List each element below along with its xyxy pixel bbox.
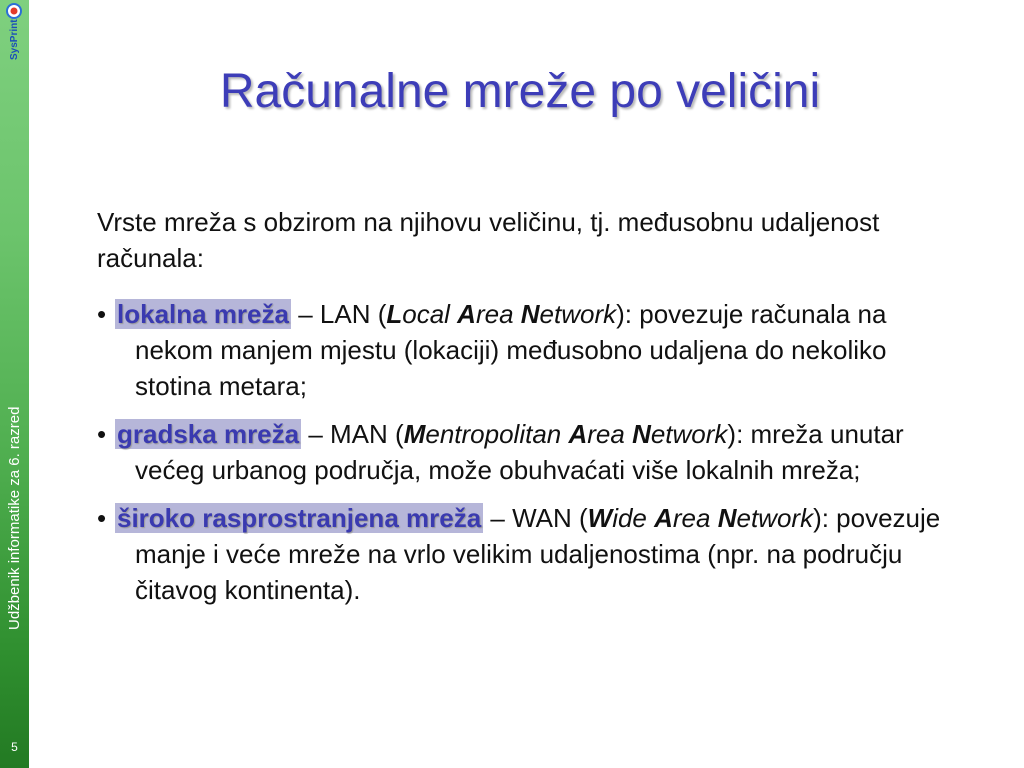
term-highlight: široko rasprostranjena mreža — [117, 503, 482, 533]
acronym-letter: L — [386, 299, 403, 329]
list-item-man — [97, 416, 947, 488]
sidebar — [0, 0, 29, 768]
acronym-letter: N — [520, 299, 540, 329]
acronym-rest: ide — [612, 503, 655, 533]
acronym-rest: ocal — [402, 299, 458, 329]
page-number: 5 — [11, 740, 18, 754]
publisher-logo — [3, 2, 25, 64]
item-description: ): povezuje računala na nekom manjem mjestu (lokaciji) međusobno udaljena do nekoliko stotina metara; — [135, 299, 887, 401]
acronym-rest: etwork — [650, 419, 728, 449]
slide-title: Računalne mreže po veličini — [219, 65, 821, 118]
acronym-rest: entropolitan — [425, 419, 569, 449]
acronym-rest: rea — [587, 419, 633, 449]
acronym-rest: rea — [475, 299, 521, 329]
intro-paragraph: Vrste mreža s obzirom na njihovu veličinu, tj. međusobnu udaljenost računala: — [97, 207, 880, 273]
slide-content — [97, 204, 947, 620]
acronym-rest: etwork — [736, 503, 814, 533]
abbrev-text: – MAN ( — [301, 419, 404, 449]
term-highlight: lokalna mreža — [117, 299, 289, 329]
abbrev-text: – LAN ( — [290, 299, 387, 329]
bullet: • — [97, 503, 107, 533]
acronym-letter: A — [457, 299, 476, 329]
acronym-rest: rea — [672, 503, 718, 533]
acronym-letter: N — [717, 503, 737, 533]
bullet: • — [97, 419, 107, 449]
item-description: ): mreža unutar većeg urbanog područja, može obuhvaćati više lokalnih mreža; — [135, 419, 904, 485]
term-highlight: gradska mreža — [117, 419, 300, 449]
acronym-letter: A — [568, 419, 588, 449]
list-item-wan — [97, 500, 947, 608]
acronym-letter: A — [654, 503, 673, 533]
acronym-letter: W — [587, 503, 613, 533]
acronym-rest: etwork — [539, 299, 617, 329]
sidebar-book-title: Udžbenik informatike za 6. razred — [6, 406, 23, 630]
bullet: • — [97, 299, 107, 329]
acronym-letter: M — [403, 419, 426, 449]
abbrev-text: – WAN ( — [483, 503, 588, 533]
list-item-lan — [97, 296, 947, 404]
svg-text:SysPrint: SysPrint — [9, 19, 20, 60]
item-description: ): povezuje manje i veće mreže na vrlo velikim udaljenostima (npr. na području čitavog kontinenta). — [135, 503, 941, 605]
acronym-letter: N — [632, 419, 651, 449]
